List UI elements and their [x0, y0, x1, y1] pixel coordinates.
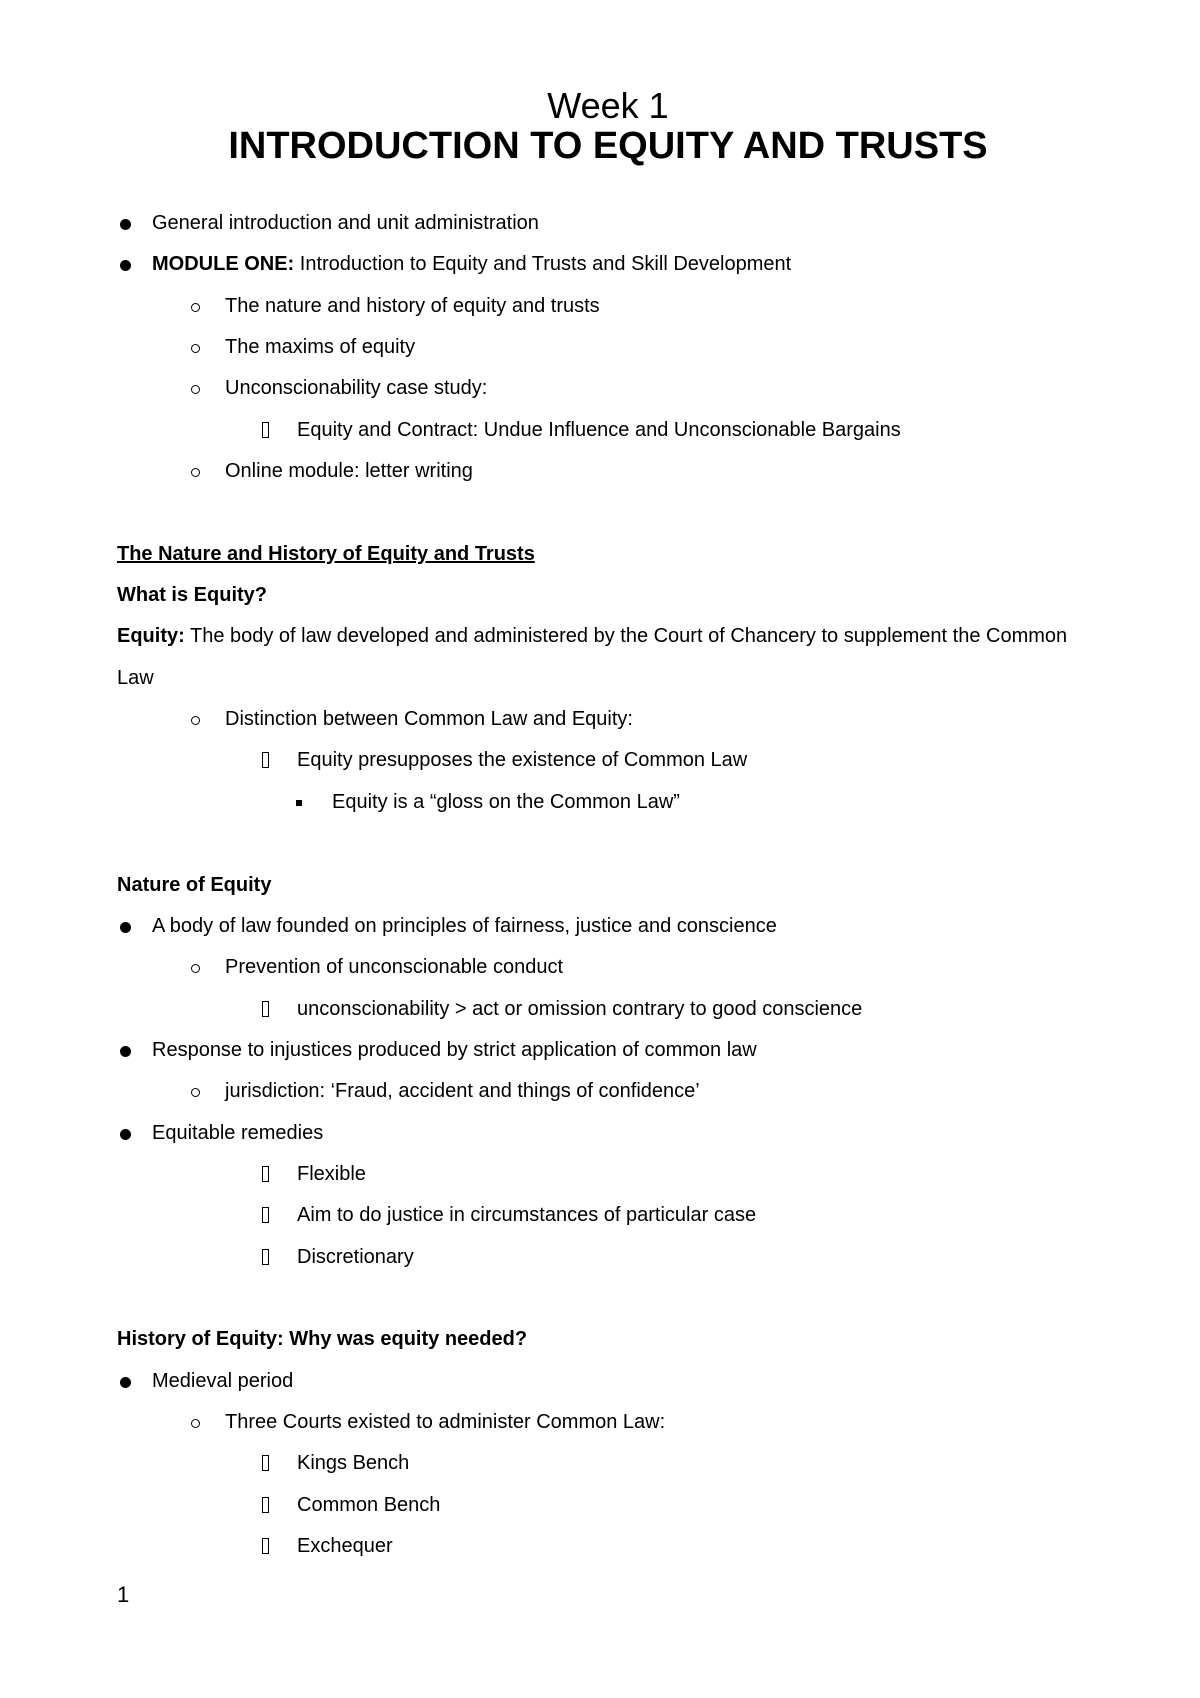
subheading-text: What is Equity? — [117, 584, 267, 607]
list-item-text: Equity is a “gloss on the Common Law” — [332, 790, 680, 813]
section-heading — [0, 1319, 1200, 1360]
list-item-text: Response to injustices produced by strict application of common law — [152, 1038, 757, 1061]
disc-bullet-icon — [120, 1046, 131, 1057]
section-heading-text: History of Equity: Why was equity needed? — [117, 1328, 528, 1351]
list-item — [0, 989, 1200, 1030]
disc-bullet-icon — [120, 219, 131, 230]
list-item-text: Medieval period — [152, 1369, 294, 1392]
box-bullet-icon — [262, 1001, 269, 1017]
list-item — [0, 740, 1200, 781]
disc-bullet-icon — [120, 1129, 131, 1140]
list-item-text: Prevention of unconscionable conduct — [225, 956, 564, 979]
module-title: Introduction to Equity and Trusts and Skill Development — [299, 253, 792, 276]
list-item-text: Three Courts existed to administer Common Law: — [225, 1410, 666, 1433]
section-heading-text: Nature of Equity — [117, 873, 272, 896]
list-item — [0, 410, 1200, 451]
module-label: MODULE ONE: — [152, 253, 295, 276]
list-item — [0, 1113, 1200, 1154]
list-item — [0, 1195, 1200, 1236]
definition-line — [0, 616, 1200, 657]
list-item-text: Discretionary — [297, 1245, 414, 1268]
list-item-text: jurisdiction: ‘Fraud, accident and things of confidence’ — [225, 1080, 700, 1103]
list-item-text: Equitable remedies — [152, 1121, 324, 1144]
list-item-text: Exchequer — [297, 1535, 393, 1557]
blank-line — [0, 492, 1200, 533]
list-item-text — [152, 244, 791, 285]
circle-bullet-icon — [191, 1419, 200, 1428]
week-label: Week 1 — [547, 85, 669, 126]
list-item-text: Kings Bench — [297, 1452, 410, 1475]
list-item — [0, 203, 1200, 244]
list-item — [0, 1154, 1200, 1195]
list-item-text: Flexible — [297, 1162, 366, 1185]
section-heading — [0, 865, 1200, 906]
list-item-text: Equity and Contract: Undue Influence and Unconscionable Bargains — [297, 418, 901, 441]
circle-bullet-icon — [191, 716, 200, 725]
box-bullet-icon — [262, 1497, 269, 1513]
list-item-text: Aim to do justice in circumstances of particular case — [297, 1204, 757, 1227]
list-item-text: Online module: letter writing — [225, 460, 473, 483]
blank-line — [0, 1278, 1200, 1319]
list-item-text: unconscionability > act or omission contrary to good conscience — [297, 997, 863, 1020]
blank-line — [0, 823, 1200, 864]
section-heading-text: The Nature and History of Equity and Trusts — [117, 542, 535, 565]
box-bullet-icon — [262, 1249, 269, 1265]
definition-text — [117, 616, 1067, 657]
list-item — [0, 451, 1200, 492]
list-item — [0, 699, 1200, 740]
list-item — [0, 906, 1200, 947]
box-bullet-icon — [262, 1207, 269, 1223]
circle-bullet-icon — [191, 385, 200, 394]
definition-body: The body of law developed and administered by the Court of Chancery to supplement the Common — [189, 625, 1068, 648]
list-item — [0, 327, 1200, 368]
list-item — [0, 1361, 1200, 1402]
box-bullet-icon — [262, 1166, 269, 1182]
section-heading — [0, 534, 1200, 575]
circle-bullet-icon — [191, 964, 200, 973]
list-item-text: Common Bench — [297, 1493, 441, 1516]
list-item — [0, 244, 1200, 285]
box-bullet-icon — [262, 1455, 269, 1471]
list-item — [0, 1030, 1200, 1071]
list-item-text: The maxims of equity — [225, 336, 416, 359]
circle-bullet-icon — [191, 344, 200, 353]
box-bullet-icon — [262, 752, 269, 768]
list-item-text: A body of law founded on principles of fairness, justice and conscience — [152, 914, 777, 937]
subheading — [0, 575, 1200, 616]
list-item — [0, 947, 1200, 988]
list-item-text: The nature and history of equity and trusts — [225, 294, 600, 317]
definition-body-continued: Law — [117, 666, 154, 689]
document-body — [0, 203, 1200, 1567]
list-item — [0, 782, 1200, 823]
list-item — [0, 1071, 1200, 1112]
list-item — [0, 286, 1200, 327]
circle-bullet-icon — [191, 303, 200, 312]
definition-line — [0, 658, 1200, 699]
list-item-text: Distinction between Common Law and Equity: — [225, 708, 633, 731]
definition-term: Equity: — [117, 625, 185, 648]
list-item-text: General introduction and unit administration — [152, 212, 539, 234]
list-item — [0, 1237, 1200, 1278]
list-item-text: Equity presupposes the existence of Common Law — [297, 749, 748, 772]
list-item — [0, 1443, 1200, 1484]
circle-bullet-icon — [191, 468, 200, 477]
list-item — [0, 1485, 1200, 1526]
list-item — [0, 368, 1200, 409]
list-item — [0, 1402, 1200, 1443]
disc-bullet-icon — [120, 260, 131, 271]
square-bullet-icon — [296, 800, 302, 806]
disc-bullet-icon — [120, 1377, 131, 1388]
circle-bullet-icon — [191, 1088, 200, 1097]
list-item-text: Unconscionability case study: — [225, 377, 488, 400]
list-item — [0, 1526, 1200, 1567]
box-bullet-icon — [262, 1538, 269, 1554]
box-bullet-icon — [262, 422, 269, 438]
page-title: INTRODUCTION TO EQUITY AND TRUSTS — [228, 125, 988, 167]
page-number: 1 — [117, 1582, 130, 1607]
disc-bullet-icon — [120, 922, 131, 933]
